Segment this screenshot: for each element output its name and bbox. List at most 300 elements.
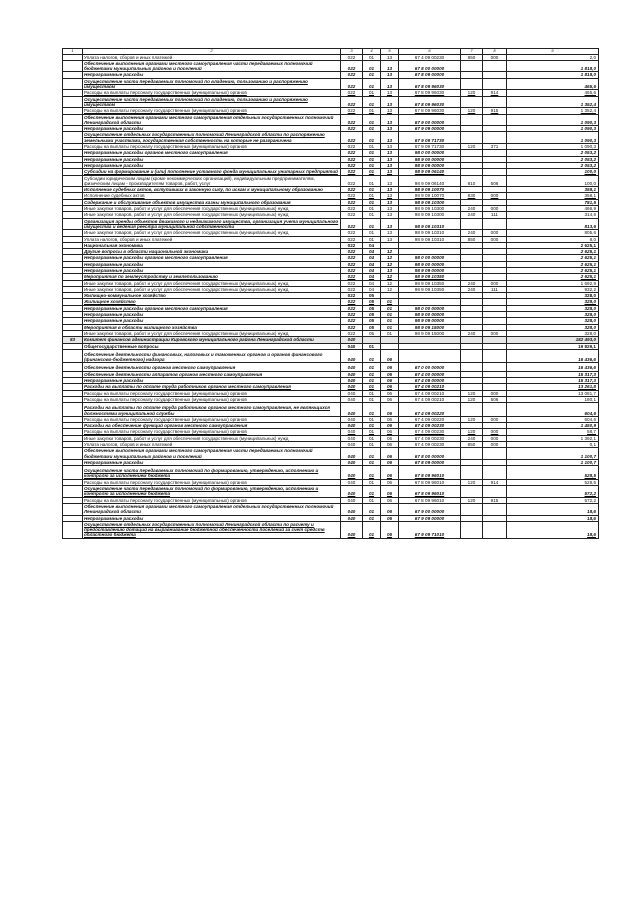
subsection-code-cell: 01 [381, 330, 399, 336]
amount-cell: 2 625,1 [507, 274, 599, 280]
item-name-cell: Непрограммные расходы [83, 72, 341, 78]
expense-type-cell: 850 [461, 236, 483, 242]
admin-code-cell: 022 [341, 280, 363, 286]
budget-table-page [62, 48, 598, 539]
amount-cell: 2 625,1 [507, 267, 599, 273]
row-number-cell: 83 [63, 337, 83, 343]
expense-type-cell [461, 503, 483, 515]
subsection-code-cell: 06 [381, 503, 399, 515]
item-name-cell: Обеспечение выполнения органами местного самоуправления отдельных государственных полномочий Ленинградской области [83, 503, 341, 515]
admin-code-cell: 022 [341, 132, 363, 144]
admin-code-cell: 022 [341, 218, 363, 230]
item-name-cell: Осуществление части передаваемых полномочий по формированию, утверждению, исполнению и контролю за исполнением бюджета [83, 466, 341, 480]
column-header: 7 [461, 49, 483, 55]
target-article-cell: 67 4 09 00230 [399, 429, 461, 435]
amount-cell: 813,6 [507, 218, 599, 230]
admin-code-cell: 040 [341, 429, 363, 435]
admin-code-cell: 022 [341, 236, 363, 242]
item-name-cell: Непрограммные расходы [83, 261, 341, 267]
item-name-cell: Содержание и обслуживание объектов имущества казны муниципального образования [83, 199, 341, 205]
subsection-code-cell: 12 [381, 255, 399, 261]
section-code-cell: 04 [363, 261, 381, 267]
admin-code-cell: 022 [341, 162, 363, 168]
subsection-code-cell: 06 [381, 442, 399, 448]
admin-code-cell: 022 [341, 330, 363, 336]
table-row [63, 363, 599, 371]
admin-code-cell: 022 [341, 72, 363, 78]
amount-cell: 2 053,2 [507, 150, 599, 156]
amount-cell: 13 081,7 [507, 390, 599, 396]
expense-type-cell [461, 60, 483, 72]
section-code-cell: 05 [363, 312, 381, 318]
budget-table [62, 48, 599, 539]
kosgu-cell [483, 60, 507, 72]
section-code-cell: 01 [363, 416, 381, 422]
amount-cell: 1 090,3 [507, 144, 599, 150]
amount-cell: 604,6 [507, 416, 599, 422]
subsection-code-cell: 06 [381, 349, 399, 363]
row-number-cell [63, 503, 83, 515]
item-name-cell: Расходы на выплаты по оплате труда работников органов местного самоуправления, не являющихся должностями муниципальной службы [83, 403, 341, 417]
target-article-cell: 67 4 09 00230 [399, 442, 461, 448]
section-code-cell: 01 [363, 114, 381, 126]
section-code-cell: 01 [363, 497, 381, 503]
admin-code-cell: 040 [341, 403, 363, 417]
table-row [63, 503, 599, 515]
item-name-cell: Исполнение судебных актов [83, 193, 341, 199]
admin-code-cell: 022 [341, 299, 363, 305]
amount-cell: 0,1 [507, 442, 599, 448]
item-name-cell: Непрограммные расходы [83, 515, 341, 521]
subsection-code-cell: 13 [381, 132, 399, 144]
expense-type-cell [461, 521, 483, 538]
subsection-code-cell: 13 [381, 212, 399, 218]
amount-cell: 1 352,4 [507, 108, 599, 114]
target-article-cell: 67 8 09 96030 [399, 78, 461, 90]
subsection-code-cell: 13 [381, 193, 399, 199]
kosgu-cell: 111 [483, 286, 507, 292]
section-code-cell: 04 [363, 249, 381, 255]
kosgu-cell: 000 [483, 230, 507, 236]
amount-cell: 8,0 [507, 236, 599, 242]
target-article-cell: 98 9 09 10300 [399, 206, 461, 212]
target-article-cell: 98 9 09 10350 [399, 274, 461, 280]
expense-type-cell: 240 [461, 330, 483, 336]
section-code-cell: 04 [363, 267, 381, 273]
item-name-cell: Уплата налогов, сборов и иных платежей [83, 442, 341, 448]
amount-cell: 2 625,1 [507, 249, 599, 255]
expense-type-cell [461, 114, 483, 126]
item-name-cell: Обеспечение выполнения органами местного самоуправления отдельных государственных полномочий Ленинградской области [83, 114, 341, 126]
admin-code-cell: 022 [341, 187, 363, 193]
target-article-cell: 67 8 09 96010 [399, 479, 461, 485]
admin-code-cell: 022 [341, 156, 363, 162]
kosgu-cell: 914 [483, 90, 507, 96]
expense-type-cell: 120 [461, 497, 483, 503]
section-code-cell: 01 [363, 54, 381, 60]
expense-type-cell: 240 [461, 212, 483, 218]
kosgu-cell: 506 [483, 396, 507, 402]
target-article-cell: 67 9 09 71010 [399, 521, 461, 538]
subsection-code-cell: 13 [381, 96, 399, 108]
item-name-cell: Осуществление части передаваемых полномочий по формированию, утверждению, исполнению и контролю за исполнением бюджета [83, 486, 341, 498]
subsection-code-cell: 06 [381, 479, 399, 485]
table-row [63, 403, 599, 417]
admin-code-cell: 022 [341, 126, 363, 132]
admin-code-cell: 022 [341, 267, 363, 273]
subsection-code-cell: 13 [381, 60, 399, 72]
target-article-cell: 67 8 09 96030 [399, 90, 461, 96]
amount-cell: 2 625,1 [507, 261, 599, 267]
admin-code-cell: 022 [341, 318, 363, 324]
table-row [63, 96, 599, 108]
section-code-cell: 01 [363, 363, 381, 371]
section-code-cell: 01 [363, 169, 381, 175]
amount-cell: 182 493,0 [507, 337, 599, 343]
subsection-code-cell: 13 [381, 126, 399, 132]
subsection-code-cell: 13 [381, 72, 399, 78]
section-code-cell: 01 [363, 90, 381, 96]
expense-type-cell: 830 [461, 193, 483, 199]
section-code-cell: 01 [363, 384, 381, 390]
target-article-cell: 98 9 09 10070 [399, 187, 461, 193]
item-name-cell: Расходы на обеспечение функций органов местного самоуправления [83, 423, 341, 429]
expense-type-cell [461, 78, 483, 90]
section-code-cell: 01 [363, 193, 381, 199]
admin-code-cell: 022 [341, 108, 363, 114]
row-number-cell [63, 96, 83, 108]
subsection-code-cell: 13 [381, 230, 399, 236]
admin-code-cell: 022 [341, 312, 363, 318]
admin-code-cell: 022 [341, 255, 363, 261]
subsection-code-cell: 06 [381, 486, 399, 498]
target-article-cell: 98 9 00 00000 [399, 312, 461, 318]
subsection-code-cell: 06 [381, 416, 399, 422]
item-name-cell: Расходы на выплаты персоналу государственных (муниципальных) органов [83, 144, 341, 150]
item-name-cell: Обеспечение деятельности финансовых, налоговых и таможенных органов и органов финансового (финансово-бюджетного) надзора [83, 349, 341, 363]
section-code-cell: 01 [363, 486, 381, 498]
subsection-code-cell: 06 [381, 466, 399, 480]
target-article-cell: 98 0 00 00000 [399, 305, 461, 311]
admin-code-cell: 022 [341, 54, 363, 60]
amount-cell: 572,2 [507, 486, 599, 498]
row-number-cell [63, 448, 83, 460]
section-code-cell: 01 [363, 515, 381, 521]
admin-code-cell: 040 [341, 497, 363, 503]
section-code-cell: 01 [363, 442, 381, 448]
target-article-cell: 98 9 09 15000 [399, 330, 461, 336]
section-code-cell: 05 [363, 330, 381, 336]
subsection-code-cell: 13 [381, 169, 399, 175]
target-article-cell: 98 9 09 10300 [399, 199, 461, 205]
item-name-cell: Иные закупки товаров, работ и услуг для обеспечения государственных (муниципальных) нужд [83, 212, 341, 218]
kosgu-cell [483, 486, 507, 498]
target-article-cell: 67 4 09 00210 [399, 390, 461, 396]
amount-cell: 328,0 [507, 293, 599, 299]
subsection-code-cell: 13 [381, 187, 399, 193]
admin-code-cell: 040 [341, 363, 363, 371]
item-name-cell: Иные закупки товаров, работ и услуг для обеспечения государственных (муниципальных) нужд [83, 230, 341, 236]
admin-code-cell: 022 [341, 175, 363, 187]
item-name-cell: Непрограммные расходы органов местного самоуправления [83, 150, 341, 156]
item-name-cell: Осуществление отдельных государственных полномочий Ленинградской области по расчету и предоставлению дотаций на выравнивание бюджетной обеспеченности поселений за счет средств областного бюджета [83, 521, 341, 538]
item-name-cell: Расходы на выплаты персоналу государственных (муниципальных) органов [83, 479, 341, 485]
section-code-cell: 05 [363, 318, 381, 324]
admin-code-cell: 022 [341, 90, 363, 96]
kosgu-cell [483, 466, 507, 480]
section-code-cell: 01 [363, 218, 381, 230]
amount-cell: 19 829,1 [507, 343, 599, 349]
item-name-cell: Мероприятия в области жилищного хозяйства [83, 324, 341, 330]
row-number-cell [63, 175, 83, 187]
amount-cell: 328,0 [507, 318, 599, 324]
expense-type-cell: 120 [461, 390, 483, 396]
expense-type-cell: 120 [461, 429, 483, 435]
expense-type-cell: 120 [461, 90, 483, 96]
admin-code-cell: 022 [341, 274, 363, 280]
table-row [63, 466, 599, 480]
amount-cell: 15 317,3 [507, 378, 599, 384]
subsection-code-cell: 13 [381, 78, 399, 90]
admin-code-cell: 022 [341, 114, 363, 126]
kosgu-cell [483, 132, 507, 144]
kosgu-cell [483, 114, 507, 126]
admin-code-cell: 022 [341, 212, 363, 218]
amount-cell: 604,6 [507, 403, 599, 417]
target-article-cell: 67 8 09 96030 [399, 96, 461, 108]
section-code-cell: 01 [363, 378, 381, 384]
kosgu-cell: 111 [483, 212, 507, 218]
item-name-cell: Организация аренды объектов движимого и недвижимого имущества, организация учета муниципального имущества и ведения реестра муниципальной собственности [83, 218, 341, 230]
kosgu-cell: 371 [483, 144, 507, 150]
section-code-cell: 01 [363, 126, 381, 132]
row-number-cell [63, 78, 83, 90]
kosgu-cell: 000 [483, 54, 507, 60]
kosgu-cell [483, 363, 507, 371]
row-number-cell [63, 349, 83, 363]
item-name-cell: Непрограммные расходы [83, 459, 341, 465]
amount-cell: 1 392,1 [507, 435, 599, 441]
section-code-cell: 01 [363, 206, 381, 212]
amount-cell: 1 818,0 [507, 60, 599, 72]
subsection-code-cell: 01 [381, 299, 399, 305]
target-article-cell: 67 4 09 00210 [399, 396, 461, 402]
section-code-cell: 01 [363, 175, 381, 187]
table-row [63, 175, 599, 187]
item-name-cell: Субсидии на формирование и (или) пополнение уставного фонда муниципальных унитарных предприятий [83, 169, 341, 175]
kosgu-cell: 000 [483, 429, 507, 435]
subsection-code-cell: 06 [381, 429, 399, 435]
table-row [63, 486, 599, 498]
item-name-cell: Непрограммные расходы [83, 318, 341, 324]
section-code-cell: 01 [363, 108, 381, 114]
kosgu-cell: 000 [483, 416, 507, 422]
subsection-code-cell: 13 [381, 156, 399, 162]
amount-cell: 572,2 [507, 497, 599, 503]
subsection-code-cell: 01 [381, 324, 399, 330]
kosgu-cell: 915 [483, 497, 507, 503]
item-name-cell: Расходы на выплаты персоналу государственных (муниципальных) органов [83, 429, 341, 435]
section-code-cell: 01 [363, 72, 381, 78]
kosgu-cell [483, 218, 507, 230]
target-article-cell: 98 9 09 00000 [399, 318, 461, 324]
expense-type-cell [461, 132, 483, 144]
section-code-cell: 05 [363, 299, 381, 305]
expense-type-cell [461, 218, 483, 230]
kosgu-cell: 000 [483, 193, 507, 199]
target-article-cell: 67 9 09 00000 [399, 126, 461, 132]
admin-code-cell: 022 [341, 249, 363, 255]
amount-cell: 13 261,8 [507, 384, 599, 390]
admin-code-cell: 022 [341, 60, 363, 72]
amount-cell: 1 090,3 [507, 114, 599, 126]
expense-type-cell: 120 [461, 144, 483, 150]
expense-type-cell [461, 448, 483, 460]
subsection-code-cell: 01 [381, 312, 399, 318]
column-header: 3 [341, 49, 363, 55]
amount-cell: 2 625,1 [507, 242, 599, 248]
target-article-cell: 98 9 09 15000 [399, 324, 461, 330]
subsection-code-cell: 13 [381, 162, 399, 168]
section-code-cell: 05 [363, 324, 381, 330]
column-header: 2 [83, 49, 341, 55]
subsection-code-cell: 06 [381, 403, 399, 417]
item-name-cell: Непрограммные расходы органов местного самоуправления [83, 255, 341, 261]
column-header: 4 [363, 49, 381, 55]
subsection-code-cell: 12 [381, 261, 399, 267]
row-number-cell [63, 363, 83, 371]
section-code-cell: 01 [363, 60, 381, 72]
amount-cell: 465,6 [507, 78, 599, 90]
table-row [63, 448, 599, 460]
kosgu-cell: 000 [483, 206, 507, 212]
admin-code-cell: 022 [341, 96, 363, 108]
section-code-cell: 01 [363, 212, 381, 218]
item-name-cell: Расходы на выплаты персоналу государственных (муниципальных) органов [83, 396, 341, 402]
item-name-cell: Расходы на выплаты по оплате труда работников органов местного самоуправления [83, 384, 341, 390]
admin-code-cell: 022 [341, 206, 363, 212]
item-name-cell: Уплата налогов, сборов и иных платежей [83, 54, 341, 60]
expense-type-cell: 850 [461, 442, 483, 448]
amount-cell: 805,6 [507, 230, 599, 236]
amount-cell: 328,0 [507, 312, 599, 318]
admin-code-cell: 040 [341, 435, 363, 441]
expense-type-cell: 240 [461, 280, 483, 286]
target-article-cell: 67 9 09 71730 [399, 144, 461, 150]
admin-code-cell: 022 [341, 150, 363, 156]
amount-cell: 18,6 [507, 503, 599, 515]
subsection-code-cell: 06 [381, 390, 399, 396]
item-name-cell: Исполнение судебных актов, вступивших в законную силу, по искам к муниципальному образованию [83, 187, 341, 193]
target-article-cell: 67 9 00 00000 [399, 114, 461, 126]
row-number-cell [63, 521, 83, 538]
item-name-cell: Уплата налогов, сборов и иных платежей [83, 236, 341, 242]
target-article-cell: 98 9 09 10350 [399, 280, 461, 286]
subsection-code-cell: 06 [381, 396, 399, 402]
section-code-cell: 04 [363, 286, 381, 292]
item-name-cell: Расходы на выплаты персоналу государственных (муниципальных) органов [83, 90, 341, 96]
column-header: 5 [381, 49, 399, 55]
item-name-cell: Обеспечение выполнения органами местного самоуправления части передаваемых полномочий бюджетами муниципальных районов и поселений [83, 448, 341, 460]
target-article-cell: 67 8 09 96010 [399, 486, 461, 498]
target-article-cell: 98 9 09 10310 [399, 230, 461, 236]
row-number-cell [63, 466, 83, 480]
subsection-code-cell: 06 [381, 448, 399, 460]
item-name-cell: Иные закупки товаров, работ и услуг для обеспечения государственных (муниципальных) нужд [83, 330, 341, 336]
target-article-cell: 67 8 09 96010 [399, 497, 461, 503]
amount-cell: 328,0 [507, 324, 599, 330]
admin-code-cell: 040 [341, 466, 363, 480]
admin-code-cell: 040 [341, 503, 363, 515]
section-code-cell: 01 [363, 236, 381, 242]
amount-cell: 1 100,7 [507, 448, 599, 460]
target-article-cell: 67 9 09 71730 [399, 132, 461, 144]
item-name-cell: Расходы на выплаты персоналу государственных (муниципальных) органов [83, 108, 341, 114]
target-article-cell: 98 0 00 00000 [399, 150, 461, 156]
admin-code-cell: 040 [341, 515, 363, 521]
item-name-cell: Общегосударственные вопросы [83, 343, 341, 349]
kosgu-cell: 000 [483, 236, 507, 242]
target-article-cell: 67 0 00 00000 [399, 363, 461, 371]
section-code-cell: 01 [363, 78, 381, 90]
expense-type-cell [461, 466, 483, 480]
item-name-cell: Жилищное хозяйство [83, 299, 341, 305]
row-number-cell [63, 218, 83, 230]
item-name-cell: Непрограммные расходы [83, 312, 341, 318]
admin-code-cell: 022 [341, 242, 363, 248]
admin-code-cell: 040 [341, 448, 363, 460]
item-name-cell: Обеспечение деятельности органов местного самоуправления [83, 363, 341, 371]
admin-code-cell: 022 [341, 144, 363, 150]
section-code-cell: 04 [363, 255, 381, 261]
section-code-cell: 01 [363, 96, 381, 108]
admin-code-cell: 040 [341, 396, 363, 402]
table-row [63, 78, 599, 90]
table-row [63, 132, 599, 144]
amount-cell: 18,6 [507, 515, 599, 521]
expense-type-cell: 120 [461, 396, 483, 402]
target-article-cell: 98 9 09 00000 [399, 162, 461, 168]
admin-code-cell: 022 [341, 199, 363, 205]
subsection-code-cell: 13 [381, 108, 399, 114]
amount-cell: 15 317,3 [507, 371, 599, 377]
subsection-code-cell: 12 [381, 274, 399, 280]
kosgu-cell: 000 [483, 435, 507, 441]
target-article-cell: 98 9 09 06140 [399, 169, 461, 175]
row-number-cell [63, 403, 83, 417]
target-article-cell: 67 4 09 00000 [399, 378, 461, 384]
column-header: 9 [507, 49, 599, 55]
section-code-cell: 01 [363, 423, 381, 429]
section-code-cell: 01 [363, 199, 381, 205]
subsection-code-cell: 13 [381, 54, 399, 60]
admin-code-cell: 040 [341, 479, 363, 485]
table-row [63, 349, 599, 363]
kosgu-cell [483, 403, 507, 417]
item-name-cell: Осуществление части передаваемых полномочий по владению, пользованию и распоряжению имуществом [83, 96, 341, 108]
admin-code-cell: 040 [341, 521, 363, 538]
section-code-cell: 01 [363, 230, 381, 236]
admin-code-cell: 040 [341, 337, 363, 343]
section-code-cell: 05 [363, 305, 381, 311]
subsection-code-cell: 13 [381, 199, 399, 205]
item-name-cell: Непрограммные расходы органов местного самоуправления [83, 305, 341, 311]
item-name-cell: Непрограммные расходы [83, 126, 341, 132]
kosgu-cell: 000 [483, 442, 507, 448]
section-code-cell: 01 [363, 396, 381, 402]
section-code-cell: 01 [363, 448, 381, 460]
amount-cell: 100,0 [507, 169, 599, 175]
